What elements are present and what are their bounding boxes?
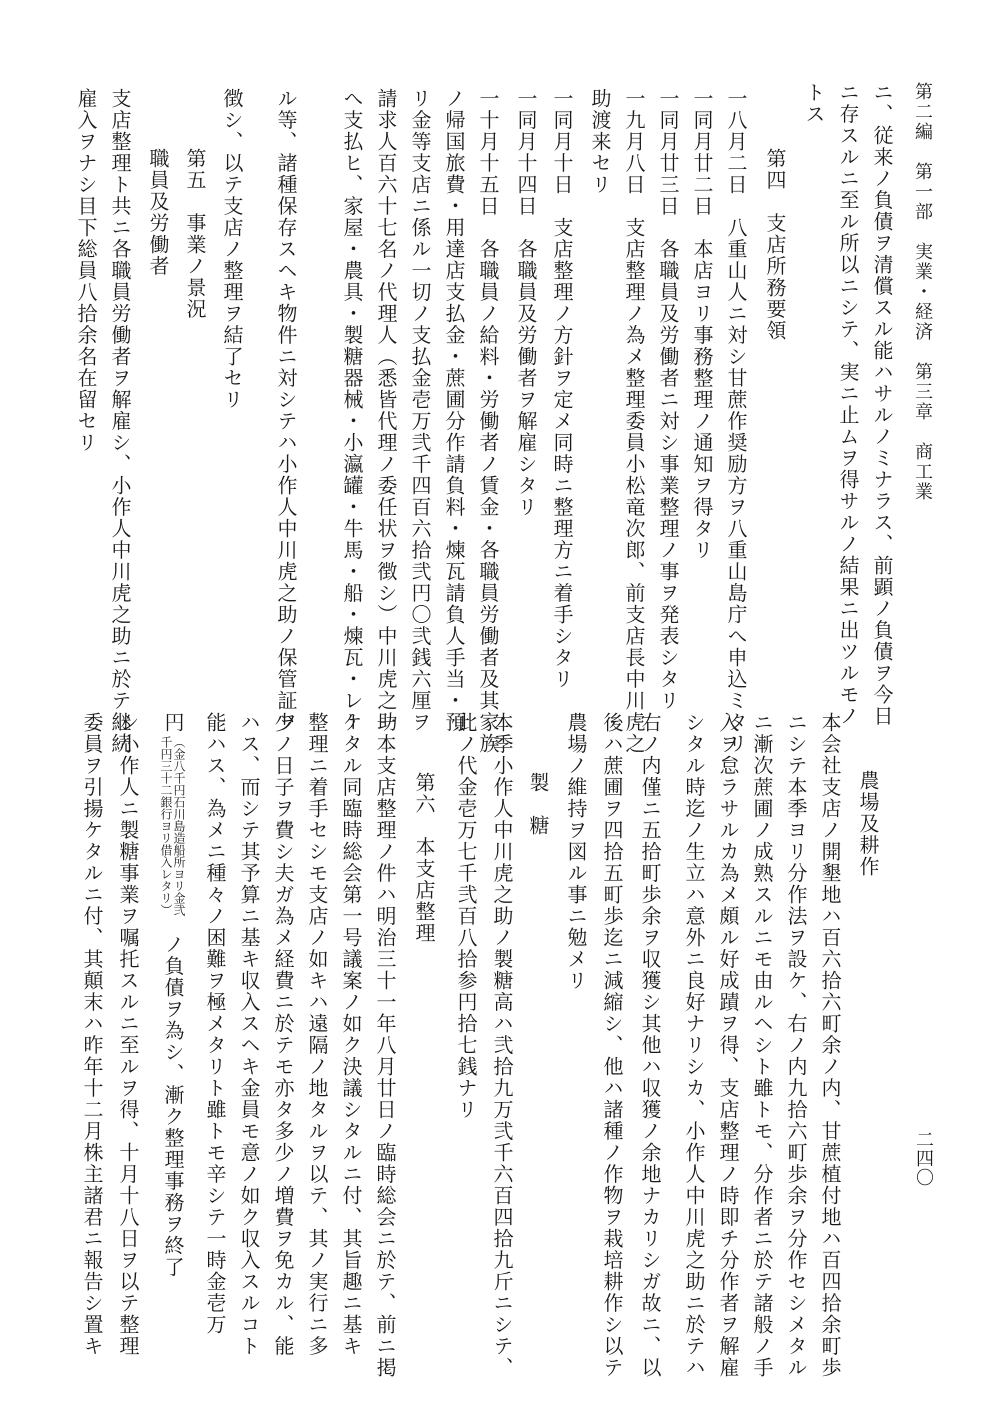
- text-line: ニシテ本季ヨリ分作法ヲ設ケ、右ノ内九拾六町歩余ヲ分作セシメタル: [784, 712, 808, 1379]
- section-heading: 第六 本支店整理: [412, 772, 436, 944]
- text-line: 一同月十日 支店整理ノ方針ヲ定メ同時ニ整理方ニ着手シタリ: [550, 88, 574, 690]
- text-line: 一本支店整理ノ件ハ明治三十一年八月廿日ノ臨時総会ニ於テ、前ニ掲: [373, 712, 397, 1379]
- text-line: 一十月十五日 各職員ノ給料・労働者ノ賃金・各職員労働者及其家族: [476, 88, 500, 755]
- text-line: 徴シ、以テ支店ノ整理ヲ結了セリ: [220, 88, 244, 411]
- text-line: へ支払ヒ、家屋・農具・製糖器械・小瀛罐・牛馬・船・煉瓦・レー: [340, 88, 364, 733]
- text-line: シ小作人ニ製糖事業ヲ嘱托スルニ至ルヲ得、十月十八日ヲ以テ整理: [116, 712, 140, 1357]
- running-head: 第二編 第一部 実業・経済 第三章 商工業: [912, 82, 933, 502]
- inline-note-a: （金八千円石川島造船所ヨリ金弐: [172, 736, 186, 916]
- text-line: 右ノ内僅ニ五拾町歩余ヲ収獲シ其他ハ収獲ノ余地ナカリシガ故ニ、以: [638, 712, 662, 1379]
- text-line: 農場ノ維持ヲ図ル事ニ勉メリ: [564, 712, 588, 992]
- text-line: ケタル同臨時総会第一号議案ノ如ク決議シタルニ付、其旨趣ニ基キ: [339, 712, 363, 1357]
- text-line-with-note: [160, 712, 186, 1332]
- page-number: 二四〇: [913, 1130, 934, 1187]
- text-line: 請求人百六十七名ノ代理人（悉皆代理ノ委任状ヲ徴シ）中川虎之助: [374, 88, 398, 733]
- text-line: ニ、従来ノ負債ヲ清償スル能ハサルノミナラス、前顕ノ負債ヲ今日: [870, 82, 894, 727]
- text-line: シタル時迄ノ生立ハ意外ニ良好ナリシカ、小作人中川虎之助ニ於テハ: [682, 712, 706, 1379]
- text-line: トス: [802, 82, 826, 125]
- text-line: 能ハス、為メニ種々ノ困難ヲ極メタリト雖トモ辛シテ一時金壱万: [203, 712, 227, 1336]
- text-line: 委員ヲ引揚ケタルニ付、其顛末ハ昨年十二月株主諸君ニ報告シ置キ: [80, 712, 104, 1357]
- text-line: リ金等支店ニ係ル一切ノ支払金壱万弐千四百六拾弐円〇弐銭六厘ヲ: [408, 88, 432, 733]
- text-line: 後ハ蔗圃ヲ四拾五町歩迄ニ減縮シ、他ハ諸種ノ作物ヲ栽培耕作シ以テ: [600, 712, 624, 1379]
- text-line: 本会社支店ノ開墾地ハ百六拾六町余ノ内、甘蔗植付地ハ百四拾余町歩: [818, 712, 842, 1379]
- text-line: ニ存スルニ至ル所以ニシテ、実ニ止ムヲ得サルノ結果ニ出ツルモノ: [836, 82, 860, 727]
- text-line: 整理ニ着手セシモ支店ノ如キハ遠隔ノ地タルヲ以テ、其ノ実行ニ多: [305, 712, 329, 1357]
- text-line: 助渡来セリ: [588, 88, 612, 196]
- sub-heading: 職員及労働者: [146, 148, 170, 277]
- text-fragment: 円: [161, 712, 185, 734]
- text-line: 雇入ヲナシ目下総員八拾余名在留セリ: [74, 88, 98, 454]
- text-line: 支店整理ト共ニ各職員労働者ヲ解雇シ、小作人中川虎之助ニ於テ継続: [108, 88, 132, 755]
- sub-heading: 製 糖: [526, 772, 550, 837]
- inline-note-b: 千円三十二銀行ヨリ借入レタリ）: [159, 736, 173, 916]
- text-line: 此ノ代金壱万七千弐百八拾参円拾七銭ナリ: [454, 712, 478, 1121]
- text-line: ハス、而シテ其予算ニ基キ収入スヘキ金員モ意ノ如ク収入スルコト: [237, 712, 261, 1357]
- sub-heading: 農場及耕作: [856, 770, 880, 878]
- text-line: 本季小作人中川虎之助ノ製糖高ハ弐拾九万弐千六百四拾九斤ニシテ、: [490, 712, 514, 1379]
- text-line: 一同月廿二日 本店ヨリ事務整理ノ通知ヲ得タリ: [690, 88, 714, 561]
- section-heading: 第四 支店所務要領: [763, 148, 787, 342]
- text-line: 少ノ日子ヲ費シ夫ガ為メ経費ニ於テモ亦タ多少ノ増費ヲ免カル、能: [271, 712, 295, 1357]
- text-fragment: ノ負債ヲ為シ、漸ク整理事務ヲ終了: [161, 934, 185, 1278]
- text-line: 一同月十四日 各職員及労働者ヲ解雇シタリ: [514, 88, 538, 518]
- text-line: 入ヲ怠ラサルカ為メ頗ル好成蹟ヲ得、支店整理ノ時即チ分作者ヲ解雇: [716, 712, 740, 1379]
- text-line: 一同月廿三日 各職員及労働者ニ対シ事業整理ノ事ヲ発表シタリ: [656, 88, 680, 712]
- text-line: 一九月八日 支店整理ノ為メ整理委員小松竜次郎、前支店長中川虎之: [622, 88, 646, 755]
- text-line: ノ帰国旅費・用達店支払金・蔗圃分作請負料・煉瓦請負人手当・預: [442, 88, 466, 733]
- section-heading: 第五 事業ノ景況: [183, 148, 207, 320]
- text-line: ニ漸次蔗圃ノ成熟スルニモ由ルヘシト雖トモ、分作者ニ於テ諸般ノ手: [750, 712, 774, 1379]
- text-line: 一八月二日 八重山人ニ対シ甘蔗作奨励方ヲ八重山島庁へ申込ミタリ: [724, 88, 748, 755]
- text-line: ル等、諸種保存スヘキ物件ニ対シテハ小作人中川虎之助ノ保管証ヲ: [274, 88, 298, 733]
